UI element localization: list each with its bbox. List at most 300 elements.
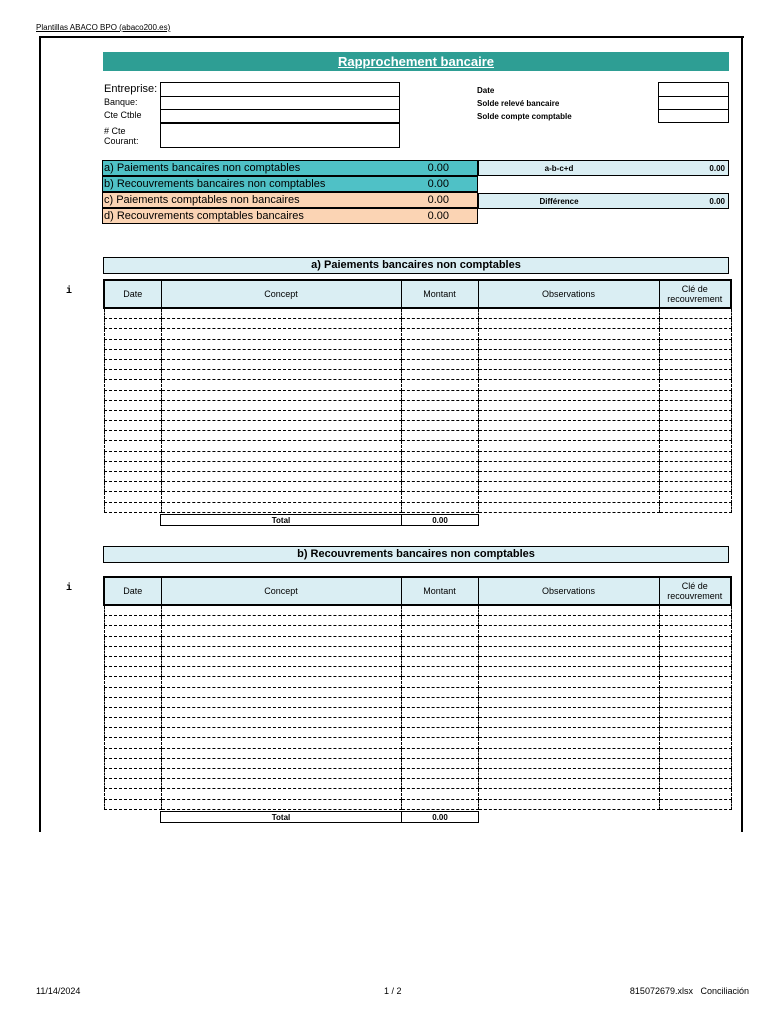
table-row (104, 616, 731, 626)
table-cell[interactable] (659, 451, 731, 461)
table-cell[interactable] (401, 308, 478, 319)
table-cell[interactable] (478, 441, 659, 451)
table-cell[interactable] (401, 400, 478, 410)
table-cell[interactable] (659, 349, 731, 359)
table-cell[interactable] (478, 359, 659, 369)
entreprise-label: Entreprise: (104, 83, 158, 95)
table-cell[interactable] (161, 482, 401, 492)
cte-courant-field[interactable] (160, 123, 400, 148)
table-cell[interactable] (478, 769, 659, 779)
table-cell[interactable] (104, 431, 161, 441)
cte-ctble-label: Cte Ctble (104, 110, 142, 120)
table-cell[interactable] (659, 502, 731, 512)
frame-right-border (741, 36, 743, 832)
summary-label: a) Paiements bancaires non comptables (104, 162, 301, 174)
table-cell[interactable] (401, 472, 478, 482)
table-cell[interactable] (104, 472, 161, 482)
table-cell[interactable] (659, 441, 731, 451)
table-cell[interactable] (161, 400, 401, 410)
table-cell[interactable] (478, 718, 659, 728)
table-cell[interactable] (104, 400, 161, 410)
table-cell[interactable] (478, 329, 659, 339)
table-cell[interactable] (104, 461, 161, 471)
table-cell[interactable] (104, 626, 161, 636)
total-label: Total (161, 515, 402, 526)
summary-value: 0.00 (427, 162, 449, 174)
table-cell[interactable] (161, 605, 401, 616)
table-cell[interactable] (478, 799, 659, 809)
table-cell[interactable] (478, 677, 659, 687)
col-header-concept: Concept (161, 577, 401, 605)
summary-value: 0.00 (427, 178, 449, 190)
table-cell[interactable] (659, 308, 731, 319)
table-cell[interactable] (161, 308, 401, 319)
table-row (104, 758, 731, 768)
table-row (104, 329, 731, 339)
table-cell[interactable] (401, 441, 478, 451)
difference-label: Différence (539, 197, 579, 206)
table-cell[interactable] (401, 502, 478, 512)
table-row (104, 502, 731, 512)
table-cell[interactable] (478, 728, 659, 738)
table-cell[interactable] (104, 319, 161, 329)
table-cell[interactable] (161, 738, 401, 748)
table-cell[interactable] (104, 380, 161, 390)
table-cell[interactable] (401, 410, 478, 420)
table-cell[interactable] (104, 646, 161, 656)
table-cell[interactable] (104, 349, 161, 359)
footer-file: 815072679.xlsx Conciliación (629, 986, 749, 996)
table-cell[interactable] (161, 502, 401, 512)
table-cell[interactable] (478, 308, 659, 319)
col-header-date: Date (104, 577, 161, 605)
table-cell[interactable] (478, 697, 659, 707)
table-cell[interactable] (104, 390, 161, 400)
table-cell[interactable] (161, 472, 401, 482)
table-cell[interactable] (401, 492, 478, 502)
table-cell[interactable] (401, 697, 478, 707)
table-row (104, 748, 731, 758)
table-cell[interactable] (659, 319, 731, 329)
table-cell[interactable] (161, 789, 401, 799)
table-cell[interactable] (401, 738, 478, 748)
total-value: 0.00 (402, 515, 479, 526)
table-cell[interactable] (659, 380, 731, 390)
table-cell[interactable] (401, 707, 478, 717)
table-cell[interactable] (478, 748, 659, 758)
table-cell[interactable] (401, 667, 478, 677)
table-cell[interactable] (478, 646, 659, 656)
table-row (104, 339, 731, 349)
table-row (104, 349, 731, 359)
section-a-title: a) Paiements bancaires non comptables (103, 257, 729, 274)
table-row (104, 421, 731, 431)
table-row (104, 799, 731, 809)
table-cell[interactable] (161, 656, 401, 666)
table-cell[interactable] (401, 451, 478, 461)
table-cell[interactable] (401, 656, 478, 666)
table-cell[interactable] (161, 728, 401, 738)
table-cell[interactable] (659, 472, 731, 482)
table-cell[interactable] (478, 431, 659, 441)
table-cell[interactable] (104, 502, 161, 512)
table-cell[interactable] (104, 421, 161, 431)
solde-releve-label: Solde relevé bancaire (477, 99, 560, 108)
table-cell[interactable] (659, 758, 731, 768)
table-cell[interactable] (659, 656, 731, 666)
table-cell[interactable] (478, 656, 659, 666)
table-cell[interactable] (659, 492, 731, 502)
table-cell[interactable] (401, 758, 478, 768)
table-cell[interactable] (161, 339, 401, 349)
table-cell[interactable] (478, 667, 659, 677)
table-cell[interactable] (659, 718, 731, 728)
table-row (104, 461, 731, 471)
col-header-observations: Observations (478, 577, 659, 605)
table-cell[interactable] (104, 738, 161, 748)
date-field[interactable] (658, 82, 729, 97)
table-cell[interactable] (401, 605, 478, 616)
table-row (104, 646, 731, 656)
table-cell[interactable] (659, 646, 731, 656)
table-cell[interactable] (104, 748, 161, 758)
table-cell[interactable] (104, 616, 161, 626)
table-row (104, 728, 731, 738)
summary-row-c (102, 192, 478, 208)
table-row (104, 779, 731, 789)
table-cell[interactable] (104, 789, 161, 799)
table-row (104, 605, 731, 616)
summary-label: c) Paiements comptables non bancaires (104, 194, 300, 206)
table-cell[interactable] (659, 769, 731, 779)
table-cell[interactable] (104, 687, 161, 697)
table-cell[interactable] (161, 441, 401, 451)
table-cell[interactable] (401, 748, 478, 758)
table-cell[interactable] (478, 707, 659, 717)
table-cell[interactable] (161, 616, 401, 626)
cte-courant-label: # Cte Courant: (104, 126, 139, 146)
table-cell[interactable] (401, 461, 478, 471)
solde-compte-label: Solde compte comptable (477, 112, 572, 121)
table-cell[interactable] (401, 718, 478, 728)
table-cell[interactable] (161, 769, 401, 779)
summary-value: 0.00 (427, 210, 449, 222)
table-cell[interactable] (478, 616, 659, 626)
table-cell[interactable] (161, 677, 401, 687)
table-cell[interactable] (659, 605, 731, 616)
section-a-table (103, 279, 732, 513)
section-a-total (160, 514, 479, 526)
table-cell[interactable] (478, 339, 659, 349)
table-cell[interactable] (161, 370, 401, 380)
table-row (104, 789, 731, 799)
table-cell[interactable] (659, 789, 731, 799)
table-row (104, 697, 731, 707)
table-cell[interactable] (161, 799, 401, 809)
table-cell[interactable] (659, 728, 731, 738)
table-cell[interactable] (659, 482, 731, 492)
page-title: Rapprochement bancaire (103, 52, 729, 71)
table-cell[interactable] (104, 492, 161, 502)
table-cell[interactable] (659, 636, 731, 646)
table-cell[interactable] (659, 359, 731, 369)
table-cell[interactable] (401, 339, 478, 349)
solde-compte-field[interactable] (658, 109, 729, 123)
table-cell[interactable] (104, 605, 161, 616)
table-row (104, 482, 731, 492)
table-cell[interactable] (659, 738, 731, 748)
table-cell[interactable] (659, 748, 731, 758)
table-row (104, 707, 731, 717)
table-cell[interactable] (659, 626, 731, 636)
frame-top-border (39, 36, 744, 38)
table-cell[interactable] (104, 410, 161, 420)
table-cell[interactable] (104, 636, 161, 646)
table-row (104, 677, 731, 687)
table-cell[interactable] (401, 687, 478, 697)
col-header-concept: Concept (161, 280, 401, 308)
table-cell[interactable] (161, 748, 401, 758)
table-cell[interactable] (659, 677, 731, 687)
table-cell[interactable] (478, 687, 659, 697)
table-cell[interactable] (478, 380, 659, 390)
table-cell[interactable] (401, 359, 478, 369)
table-cell[interactable] (478, 370, 659, 380)
col-header-montant: Montant (401, 577, 478, 605)
table-cell[interactable] (659, 421, 731, 431)
table-cell[interactable] (401, 677, 478, 687)
table-cell[interactable] (104, 359, 161, 369)
banque-label: Banque: (104, 97, 138, 107)
table-row (104, 738, 731, 748)
table-cell[interactable] (478, 461, 659, 471)
total-value: 0.00 (402, 812, 479, 823)
table-cell[interactable] (401, 431, 478, 441)
footer-date: 11/14/2024 (36, 986, 81, 996)
col-header-date: Date (104, 280, 161, 308)
summary-row-a (102, 160, 478, 176)
table-cell[interactable] (161, 687, 401, 697)
footer-page: 1 / 2 (384, 986, 402, 996)
table-cell[interactable] (161, 697, 401, 707)
table-cell[interactable] (104, 308, 161, 319)
table-cell[interactable] (401, 779, 478, 789)
table-cell[interactable] (161, 758, 401, 768)
summary-label: d) Recouvrements comptables bancaires (104, 210, 304, 222)
difference-value: 0.00 (709, 197, 725, 206)
table-cell[interactable] (161, 461, 401, 471)
table-cell[interactable] (161, 410, 401, 420)
table-cell[interactable] (161, 451, 401, 461)
table-cell[interactable] (401, 349, 478, 359)
table-cell[interactable] (659, 667, 731, 677)
table-cell[interactable] (401, 319, 478, 329)
table-cell[interactable] (401, 421, 478, 431)
table-cell[interactable] (401, 370, 478, 380)
table-row (104, 431, 731, 441)
table-cell[interactable] (104, 758, 161, 768)
summary-row-b (102, 176, 478, 192)
table-cell[interactable] (161, 779, 401, 789)
table-cell[interactable] (161, 667, 401, 677)
table-cell[interactable] (478, 636, 659, 646)
table-cell[interactable] (478, 502, 659, 512)
info-icon[interactable]: i (66, 286, 73, 297)
table-row (104, 636, 731, 646)
table-cell[interactable] (161, 707, 401, 717)
table-cell[interactable] (478, 390, 659, 400)
table-cell[interactable] (659, 616, 731, 626)
table-cell[interactable] (401, 799, 478, 809)
summary-label: b) Recouvrements bancaires non comptables (104, 178, 326, 190)
table-cell[interactable] (478, 492, 659, 502)
col-header-montant: Montant (401, 280, 478, 308)
table-cell[interactable] (161, 329, 401, 339)
difference-box (478, 193, 729, 209)
table-cell[interactable] (104, 707, 161, 717)
table-cell[interactable] (401, 626, 478, 636)
table-cell[interactable] (401, 380, 478, 390)
table-cell[interactable] (478, 758, 659, 768)
entreprise-field[interactable] (160, 82, 400, 97)
table-cell[interactable] (478, 410, 659, 420)
formula-box (478, 160, 729, 176)
table-cell[interactable] (161, 359, 401, 369)
table-cell[interactable] (478, 451, 659, 461)
table-cell[interactable] (104, 329, 161, 339)
table-cell[interactable] (478, 626, 659, 636)
cte-ctble-field[interactable] (160, 109, 400, 123)
table-cell[interactable] (478, 779, 659, 789)
table-cell[interactable] (161, 431, 401, 441)
table-cell[interactable] (478, 421, 659, 431)
summary-value: 0.00 (427, 194, 449, 206)
table-cell[interactable] (104, 697, 161, 707)
table-cell[interactable] (104, 656, 161, 666)
table-cell[interactable] (104, 769, 161, 779)
table-cell[interactable] (659, 329, 731, 339)
table-cell[interactable] (104, 339, 161, 349)
table-cell[interactable] (478, 738, 659, 748)
table-row (104, 370, 731, 380)
table-row (104, 410, 731, 420)
table-cell[interactable] (478, 472, 659, 482)
table-cell[interactable] (161, 380, 401, 390)
table-cell[interactable] (161, 626, 401, 636)
banque-field[interactable] (160, 96, 400, 110)
total-label: Total (161, 812, 402, 823)
table-cell[interactable] (478, 400, 659, 410)
table-cell[interactable] (104, 728, 161, 738)
table-cell[interactable] (104, 677, 161, 687)
formula-label: a-b-c+d (544, 164, 574, 173)
table-cell[interactable] (478, 482, 659, 492)
table-cell[interactable] (161, 390, 401, 400)
table-cell[interactable] (401, 616, 478, 626)
table-cell[interactable] (659, 370, 731, 380)
formula-value: 0.00 (709, 164, 725, 173)
table-cell[interactable] (478, 319, 659, 329)
table-row (104, 319, 731, 329)
table-cell[interactable] (478, 789, 659, 799)
table-cell[interactable] (401, 390, 478, 400)
source-link[interactable]: Plantillas ABACO BPO (abaco200.es) (36, 23, 171, 32)
table-row (104, 400, 731, 410)
table-cell[interactable] (401, 789, 478, 799)
table-cell[interactable] (659, 687, 731, 697)
table-row (104, 769, 731, 779)
table-cell[interactable] (401, 329, 478, 339)
table-cell[interactable] (659, 461, 731, 471)
table-cell[interactable] (104, 441, 161, 451)
table-cell[interactable] (659, 339, 731, 349)
table-cell[interactable] (659, 707, 731, 717)
table-cell[interactable] (104, 370, 161, 380)
table-cell[interactable] (659, 410, 731, 420)
table-cell[interactable] (161, 492, 401, 502)
table-cell[interactable] (401, 482, 478, 492)
table-cell[interactable] (659, 400, 731, 410)
table-row (104, 359, 731, 369)
table-cell[interactable] (161, 319, 401, 329)
table-cell[interactable] (104, 779, 161, 789)
table-cell[interactable] (478, 349, 659, 359)
table-cell[interactable] (659, 779, 731, 789)
table-cell[interactable] (104, 799, 161, 809)
table-cell[interactable] (659, 390, 731, 400)
section-b-table (103, 576, 732, 810)
table-cell[interactable] (659, 799, 731, 809)
col-header-cle: Clé de recouvrement (659, 577, 731, 605)
solde-releve-field[interactable] (658, 96, 729, 110)
table-cell[interactable] (401, 646, 478, 656)
section-b-total (160, 811, 479, 823)
col-header-observations: Observations (478, 280, 659, 308)
table-cell[interactable] (478, 605, 659, 616)
table-cell[interactable] (659, 431, 731, 441)
table-row (104, 441, 731, 451)
section-a-rows (104, 308, 731, 512)
table-cell[interactable] (659, 697, 731, 707)
table-row (104, 667, 731, 677)
table-cell[interactable] (401, 769, 478, 779)
col-header-cle: Clé de recouvrement (659, 280, 731, 308)
table-row (104, 308, 731, 319)
table-cell[interactable] (161, 349, 401, 359)
summary-row-d (102, 208, 478, 224)
table-cell[interactable] (161, 636, 401, 646)
table-row (104, 687, 731, 697)
table-row (104, 390, 731, 400)
table-row (104, 656, 731, 666)
info-icon[interactable]: i (66, 583, 73, 594)
table-cell[interactable] (104, 482, 161, 492)
table-cell[interactable] (401, 728, 478, 738)
table-cell[interactable] (104, 451, 161, 461)
table-cell[interactable] (161, 646, 401, 656)
table-cell[interactable] (104, 718, 161, 728)
table-cell[interactable] (401, 636, 478, 646)
table-row (104, 718, 731, 728)
table-cell[interactable] (161, 718, 401, 728)
table-row (104, 380, 731, 390)
section-b-rows (104, 605, 731, 809)
table-row (104, 492, 731, 502)
table-row (104, 626, 731, 636)
section-b-title: b) Recouvrements bancaires non comptables (103, 546, 729, 563)
table-cell[interactable] (104, 667, 161, 677)
table-cell[interactable] (161, 421, 401, 431)
